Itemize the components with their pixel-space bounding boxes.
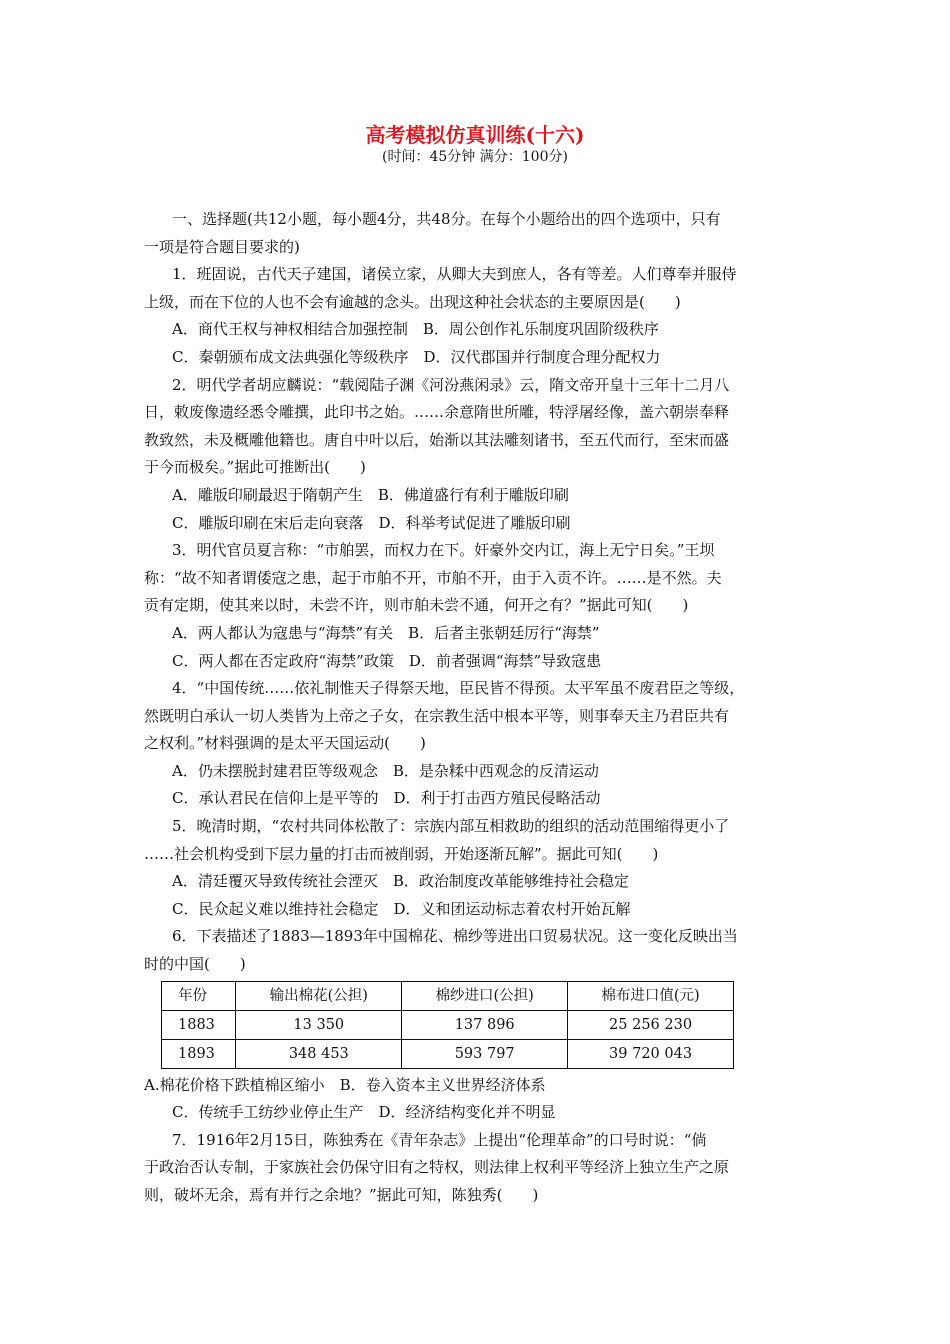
question-stem-line: 则，破坏无余，焉有并行之余地？”据此可知，陈独秀( ) bbox=[144, 1186, 539, 1204]
text-line bbox=[172, 206, 812, 234]
table-header-cell: 年份 bbox=[162, 981, 236, 1010]
question-stem-start: 3．明代官员夏言称：“市舶罢，而权力在下。奸豪外交内讧，海上无宁日矣。”王坝 bbox=[172, 541, 715, 560]
answer-option-line: A．仍未摆脱封建君臣等级观念 B．是杂糅中西观念的反清运动 bbox=[172, 761, 599, 780]
question-stem-line: 之权利。”材料强调的是太平天国运动( ) bbox=[144, 734, 426, 753]
answer-option-line: A．雕版印刷最迟于隋朝产生 B．佛道盛行有利于雕版印刷 bbox=[172, 485, 569, 504]
question-stem-start: 4．“中国传统……依礼制惟天子得祭天地，臣民皆不得预。太平军虽不废君臣之等级， bbox=[172, 679, 745, 698]
exam-body bbox=[144, 206, 812, 1210]
table-cell: 25 256 230 bbox=[568, 1010, 734, 1039]
table-cell: 1893 bbox=[162, 1039, 236, 1068]
page-subtitle: (时间：45分钟 满分：100分) bbox=[382, 149, 568, 165]
answer-option-line: C．传统手工纺纱业停止生产 D．经济结构变化并不明显 bbox=[172, 1103, 556, 1122]
table-header-cell: 棉纱进口(公担) bbox=[402, 981, 568, 1010]
question-stem-line: ……社会机构受到下层力量的打击而被削弱，开始逐渐瓦解”。据此可知( ) bbox=[144, 844, 659, 863]
question-stem-start: 7．1916年2月15日，陈独秀在《青年杂志》上提出“伦理革命”的口号时说：“倘 bbox=[172, 1130, 707, 1149]
table-row bbox=[162, 1010, 734, 1039]
table-cell: 348 453 bbox=[236, 1039, 402, 1068]
answer-option-line: C．两人都在否定政府“海禁”政策 D．前者强调“海禁”导致寇患 bbox=[172, 651, 602, 670]
answer-option-line: C．秦朝颁布成文法典强化等级秩序 D．汉代郡国并行制度合理分配权力 bbox=[172, 347, 661, 366]
table-cell: 1883 bbox=[162, 1010, 236, 1039]
question-stem-start: 6．下表描述了1883—1893年中国棉花、棉纱等进出口贸易状况。这一变化反映出当 bbox=[172, 927, 738, 946]
answer-option-line: C．民众起义难以维持社会稳定 D．义和团运动标志着农村开始瓦解 bbox=[172, 899, 631, 918]
question-5 bbox=[144, 813, 812, 923]
question-stem-start: 2．明代学者胡应麟说：“载阅陆子渊《河汾燕闲录》云，隋文帝开皇十三年十二月八 bbox=[172, 375, 730, 394]
answer-option-line: A．商代王权与神权相结合加强控制 B．周公创作礼乐制度巩固阶级秩序 bbox=[172, 320, 659, 339]
section-heading-cont bbox=[144, 234, 812, 262]
question-list bbox=[144, 261, 812, 1209]
trade-table bbox=[161, 981, 734, 1069]
section-heading bbox=[172, 206, 812, 234]
text: 一、选择题(共12小题，每小题4分，共48分。在每个小题给出的四个选项中，只有 bbox=[172, 210, 721, 228]
question-4 bbox=[144, 675, 812, 813]
question-7 bbox=[144, 1127, 812, 1210]
answer-option-line: A．清廷覆灭导致传统社会湮灭 B．政治制度改革能够维持社会稳定 bbox=[172, 872, 629, 891]
table-cell: 13 350 bbox=[236, 1010, 402, 1039]
question-stem-line: 于今而极矣。”据此可推断出( ) bbox=[144, 458, 366, 477]
question-2 bbox=[144, 372, 812, 538]
question-stem-line: 时的中国( ) bbox=[144, 955, 246, 974]
question-stem-start: 1．班固说，古代天子建国，诸侯立家，从卿大夫到庶人，各有等差。人们尊奉并服侍 bbox=[172, 265, 737, 284]
table-cell: 137 896 bbox=[402, 1010, 568, 1039]
answer-option-line: A.棉花价格下跌植棉区缩小 B．卷入资本主义世界经济体系 bbox=[144, 1075, 546, 1094]
question-3 bbox=[144, 537, 812, 675]
page-title: 高考模拟仿真训练(十六) bbox=[365, 123, 585, 147]
question-stem-line: 日，敕废像遗经悉令雕撰，此印书之始。……余意隋世所雕，特浮屠经像，盖六朝崇奉释 bbox=[144, 403, 730, 422]
table-header-cell: 输出棉花(公担) bbox=[236, 981, 402, 1010]
question-stem-line: 教致然，未及概雕他籍也。唐自中叶以后，始渐以其法雕刻诸书，至五代而行，至宋而盛 bbox=[144, 430, 730, 449]
question-stem-line: 上级，而在下位的人也不会有逾越的念头。出现这种社会状态的主要原因是( ) bbox=[144, 292, 681, 311]
table-cell: 593 797 bbox=[402, 1039, 568, 1068]
question-stem-line: 称：“故不知者谓倭寇之患，起于市舶不开，市舶不开，由于入贡不许。……是不然。夫 bbox=[144, 568, 722, 587]
table-row bbox=[162, 1039, 734, 1068]
question-stem-line: 贡有定期，使其来以时，未尝不许，则市舶未尝不通，何开之有？”据此可知( ) bbox=[144, 596, 689, 615]
table-cell: 39 720 043 bbox=[568, 1039, 734, 1068]
question-1 bbox=[144, 261, 812, 371]
table-header-cell: 棉布进口值(元) bbox=[568, 981, 734, 1010]
answer-option-line: C．雕版印刷在宋后走向衰落 D．科举考试促进了雕版印刷 bbox=[172, 513, 571, 532]
question-stem-line: 于政治否认专制，于家族社会仍保守旧有之特权，则法律上权利平等经济上独立生产之原 bbox=[144, 1158, 730, 1177]
answer-option-line: C．承认君民在信仰上是平等的 D．利于打击西方殖民侵略活动 bbox=[172, 789, 601, 808]
answer-option-line: A．两人都认为寇患与“海禁”有关 B．后者主张朝廷厉行“海禁” bbox=[172, 623, 600, 642]
table-header-row bbox=[162, 981, 734, 1010]
question-stem-start: 5．晚清时期，“农村共同体松散了：宗族内部互相救助的组织的活动范围缩得更小了 bbox=[172, 817, 730, 836]
question-stem-line: 然既明白承认一切人类皆为上帝之子女，在宗教生活中根本平等，则事奉天主乃君臣共有 bbox=[144, 706, 730, 725]
question-6 bbox=[144, 923, 812, 1126]
text: 一项是符合题目要求的) bbox=[144, 237, 300, 256]
